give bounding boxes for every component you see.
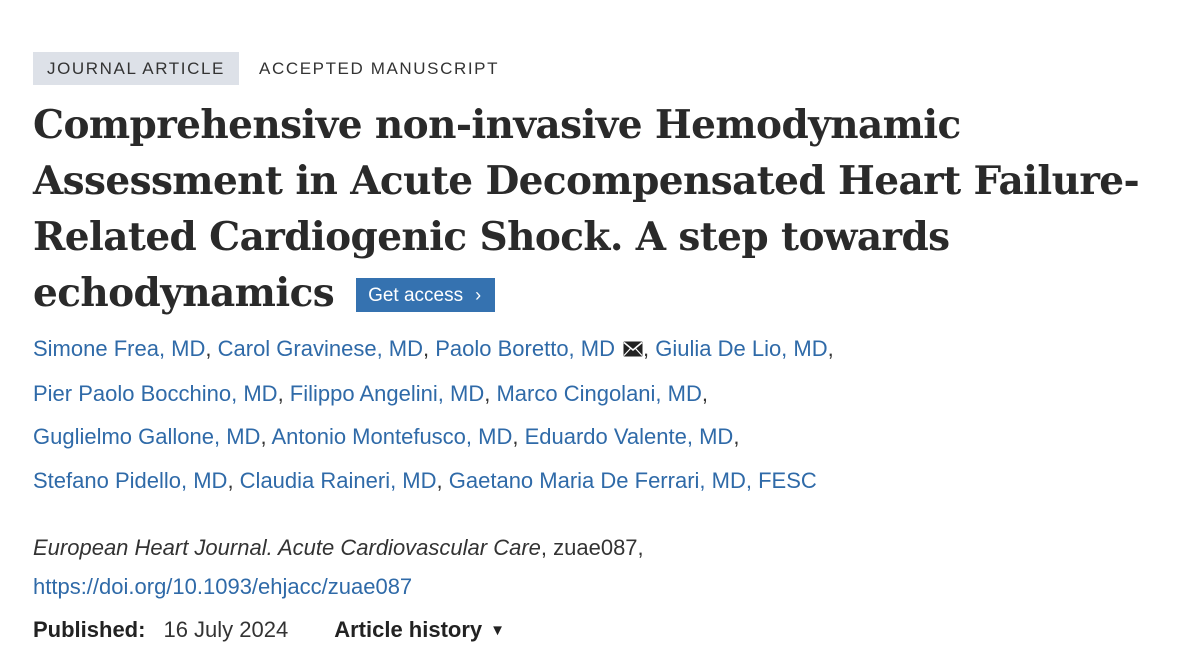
article-type-badge: JOURNAL ARTICLE <box>33 52 239 85</box>
title-line-1: Comprehensive non-invasive Hemodynamic <box>33 102 961 148</box>
author-link[interactable]: Guglielmo Gallone, MD <box>33 424 261 449</box>
caret-down-icon: ▼ <box>490 622 506 639</box>
article-id: zuae087 <box>553 535 638 560</box>
published-date: 16 July 2024 <box>163 617 289 642</box>
article-title <box>33 97 1153 321</box>
article-header <box>33 52 1153 648</box>
get-access-label: Get access <box>368 285 464 306</box>
author-link[interactable]: Carol Gravinese, MD <box>217 336 424 361</box>
envelope-icon[interactable] <box>623 328 643 372</box>
citation: European Heart Journal. Acute Cardiovascular Care, zuae087, https://doi.org/10.1093/ehjacc/zuae087 <box>33 535 644 599</box>
title-line-4: echodynamics <box>33 270 335 316</box>
title-line-3: Related Cardiogenic Shock. A step towards <box>33 214 950 260</box>
author-list: Simone Frea, MD, Carol Gravinese, MD, Paolo Boretto, MD , Giulia De Lio, MD, Pier Paolo Bocchino, MD, Filippo Angelini, MD, Marco Cingolani, MD, Guglielmo Gallone, MD, Antonio Montefusco, MD, Eduardo Valente, MD, Stefano Pidello, MD, Claudia Raineri, MD, Gaetano Maria De Ferrari, MD, FESC <box>33 327 1033 502</box>
published-label: Published: <box>33 617 146 642</box>
author-link[interactable]: Giulia De Lio, MD <box>655 336 828 361</box>
article-history-label: Article history <box>334 617 483 642</box>
author-link[interactable]: Claudia Raineri, MD <box>239 467 437 493</box>
author-link[interactable]: Stefano Pidello, MD <box>33 467 228 493</box>
article-history-toggle[interactable] <box>334 617 505 643</box>
doi-link[interactable]: https://doi.org/10.1093/ehjacc/zuae087 <box>33 574 413 599</box>
author-link[interactable]: Filippo Angelini, MD <box>289 380 485 406</box>
author-link[interactable]: Eduardo Valente, MD <box>524 424 734 449</box>
author-link[interactable]: Gaetano Maria De Ferrari, MD, FESC <box>448 467 817 493</box>
publication-info <box>33 612 1153 648</box>
author-link[interactable]: Antonio Montefusco, MD <box>271 424 513 449</box>
get-access-button[interactable] <box>356 278 495 312</box>
title-line-2: Assessment in Acute Decompensated Heart Failure- <box>33 158 1140 204</box>
author-link[interactable]: Pier Paolo Bocchino, MD <box>33 380 278 406</box>
author-link[interactable]: Paolo Boretto, MD <box>435 336 615 361</box>
article-tags <box>33 52 1153 85</box>
manuscript-status-label: ACCEPTED MANUSCRIPT <box>259 58 500 78</box>
journal-name: European Heart Journal. Acute Cardiovascular Care <box>33 535 541 560</box>
author-link[interactable]: Simone Frea, MD <box>33 336 206 361</box>
author-link[interactable]: Marco Cingolani, MD <box>496 380 702 406</box>
chevron-right-icon: › <box>475 285 482 305</box>
